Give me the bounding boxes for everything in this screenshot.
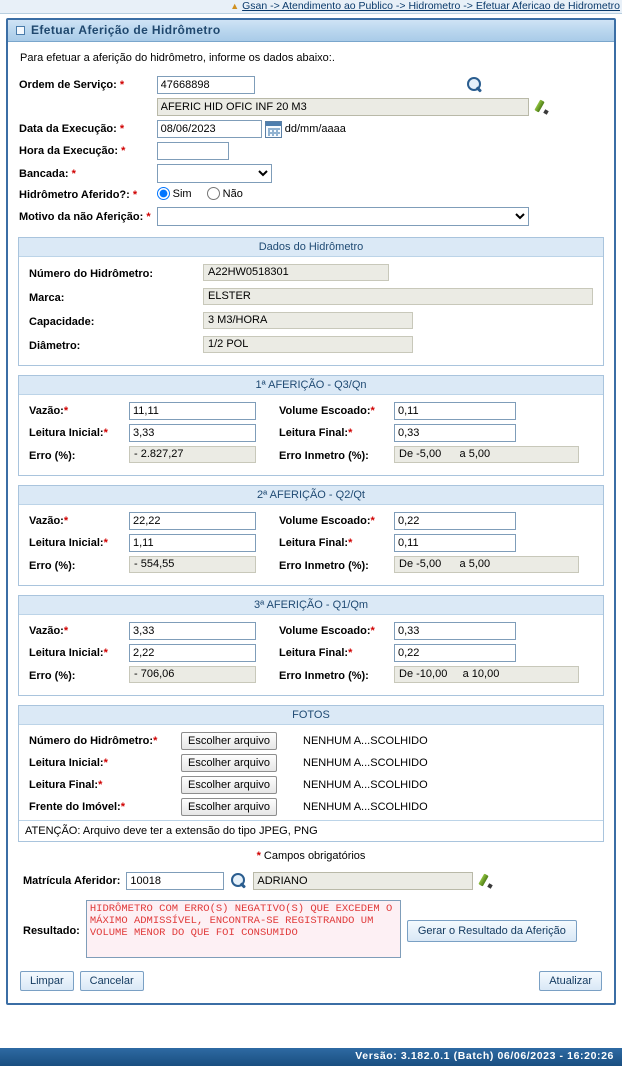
row-resultado xyxy=(20,898,580,963)
leitura-final-label-cell xyxy=(277,532,392,554)
motivo-select-cell xyxy=(154,205,554,228)
required-marker: * xyxy=(103,427,108,439)
volume-label: Volume Escoado: xyxy=(279,405,371,417)
dados-value-cell xyxy=(201,262,595,286)
window-box-icon xyxy=(16,26,25,35)
dados-label: Diâmetro: xyxy=(29,340,81,352)
footer-left-buttons xyxy=(20,971,144,991)
vazao-label: Vazão: xyxy=(29,625,64,637)
aferidor-name-field xyxy=(253,872,473,890)
dados-table xyxy=(27,262,595,358)
erro-label: Erro (%): xyxy=(29,560,76,572)
leitura-inicial-input-cell xyxy=(127,422,277,444)
row-data-execucao xyxy=(16,118,554,140)
required-marker: * xyxy=(153,735,158,747)
matricula-aferidor-input[interactable] xyxy=(126,872,224,890)
section-body-afericao-1 xyxy=(19,395,603,475)
vazao-label: Vazão: xyxy=(29,515,64,527)
empty-cell xyxy=(16,96,154,118)
leitura-final-label: Leitura Final: xyxy=(279,537,349,549)
motivo-select[interactable] xyxy=(157,207,529,226)
required-marker: * xyxy=(120,801,125,813)
bancada-select[interactable] xyxy=(157,164,272,183)
volume-label-cell xyxy=(277,620,392,642)
volume-label: Volume Escoado: xyxy=(279,515,371,527)
section-body-afericao-3 xyxy=(19,615,603,695)
radio-nao-wrap[interactable] xyxy=(207,187,243,200)
erro-value: - 2.827,27 xyxy=(129,446,256,463)
dados-label: Capacidade: xyxy=(29,316,95,328)
table-row xyxy=(27,620,595,642)
dados-value-cell xyxy=(201,286,595,310)
table-row xyxy=(27,752,595,774)
leitura-inicial-label: Leitura Inicial: xyxy=(29,537,104,549)
volume-label-cell xyxy=(277,510,392,532)
table-row xyxy=(27,422,595,444)
erro-a-value: 5,00 xyxy=(468,448,491,460)
fotos-table xyxy=(27,730,595,818)
footer-buttons xyxy=(16,963,606,999)
erro-a-prefix: a xyxy=(462,668,469,680)
ordem-servico-desc-cell xyxy=(154,96,532,118)
row-hidrometro-aferido xyxy=(16,185,554,205)
section-dados-hidrometro xyxy=(18,237,604,366)
required-marker: * xyxy=(121,145,126,157)
aferidor-name-cell xyxy=(250,870,476,892)
section-afericao-1 xyxy=(18,375,604,476)
foto-label: Frente do Imóvel: xyxy=(29,801,121,813)
required-marker: * xyxy=(256,850,261,862)
data-execucao-label: Data da Execução: xyxy=(19,123,117,135)
main-panel xyxy=(6,18,616,1005)
section-afericao-2 xyxy=(18,485,604,586)
volume-input-cell xyxy=(392,400,595,422)
leitura-final-input-cell xyxy=(392,642,595,664)
volume-input[interactable] xyxy=(394,622,516,640)
table-row xyxy=(27,796,595,818)
volume-label: Volume Escoado: xyxy=(279,625,371,637)
table-row xyxy=(27,262,595,286)
erro-value: - 706,06 xyxy=(129,666,256,683)
panel-body xyxy=(8,42,614,1003)
section-fotos xyxy=(18,705,604,842)
erro-a-prefix: a xyxy=(459,448,466,460)
required-marker: * xyxy=(370,515,375,527)
gerar-resultado-cell xyxy=(404,898,580,963)
leitura-final-label: Leitura Final: xyxy=(279,427,349,439)
limpar-button[interactable]: Limpar xyxy=(20,971,74,991)
erro-value-cell xyxy=(127,664,277,688)
empty-cell xyxy=(532,118,554,140)
escolher-arquivo-button-leitura-inicial[interactable]: Escolher arquivo xyxy=(181,754,277,772)
radio-sim-wrap[interactable] xyxy=(157,187,192,200)
erro-de-value: -5,00 xyxy=(416,558,442,570)
dados-value: 3 M3/HORA xyxy=(203,312,413,329)
foto-label-cell xyxy=(27,774,179,796)
leitura-inicial-label: Leitura Inicial: xyxy=(29,427,104,439)
section-title-fotos: FOTOS xyxy=(19,706,603,725)
dados-value-cell xyxy=(201,310,595,334)
table-row xyxy=(27,664,595,688)
required-marker: * xyxy=(348,427,353,439)
escolher-arquivo-button-numero-hidrometro[interactable]: Escolher arquivo xyxy=(181,732,277,750)
erro-inmetro-cell xyxy=(392,554,595,578)
home-icon: ▲ xyxy=(230,1,240,11)
spacer-cell xyxy=(532,74,554,96)
bancada-label: Bancada: xyxy=(19,167,69,180)
radio-nao-label: Não xyxy=(222,187,243,200)
bancada-select-cell xyxy=(154,162,532,185)
aferidor-input-cell xyxy=(123,870,227,892)
foto-filename: NENHUM A...SCOLHIDO xyxy=(303,779,428,791)
vazao-input-cell xyxy=(127,400,277,422)
hidrometro-aferido-radios xyxy=(154,185,554,205)
foto-label: Leitura Final: xyxy=(29,779,99,791)
radio-sim[interactable] xyxy=(157,187,170,200)
hora-execucao-label-cell xyxy=(16,140,154,162)
intro-text: Para efetuar a aferição do hidrômetro, informe os dados abaixo:. xyxy=(20,52,335,64)
foto-filename: NENHUM A...SCOLHIDO xyxy=(303,757,428,769)
pencil-icon[interactable] xyxy=(535,99,551,115)
bancada-label-cell xyxy=(16,162,154,185)
foto-label-cell xyxy=(27,796,179,818)
volume-input[interactable] xyxy=(394,512,516,530)
erro-inmetro-label: Erro Inmetro (%): xyxy=(279,670,369,682)
radio-sim-label: Sim xyxy=(172,187,192,200)
leitura-final-label-cell xyxy=(277,422,392,444)
data-execucao-hint: dd/mm/aaaa xyxy=(284,123,346,135)
leitura-inicial-label: Leitura Inicial: xyxy=(29,647,104,659)
foto-button-cell xyxy=(179,752,301,774)
hora-execucao-input[interactable] xyxy=(157,142,229,160)
leitura-inicial-input[interactable] xyxy=(129,424,256,442)
leitura-final-label-cell xyxy=(277,642,392,664)
ordem-servico-input[interactable] xyxy=(157,76,255,94)
required-marker: * xyxy=(63,625,69,637)
section-body-fotos xyxy=(19,725,603,820)
hora-execucao-label: Hora da Execução: xyxy=(19,145,119,157)
leitura-final-input-cell xyxy=(392,422,595,444)
motivo-label: Motivo da não Aferição: xyxy=(19,210,144,223)
ordem-servico-input-cell xyxy=(154,74,464,96)
campos-obrigatorios-note xyxy=(16,850,606,862)
hidrometro-aferido-label: Hidrômetro Aferido?: xyxy=(19,189,130,201)
leitura-final-input[interactable] xyxy=(394,644,516,662)
vazao-input[interactable] xyxy=(129,622,256,640)
vazao-label-cell xyxy=(27,510,127,532)
section-body-dados xyxy=(19,257,603,365)
row-hora-execucao xyxy=(16,140,554,162)
resultado-form xyxy=(20,898,580,963)
vazao-input[interactable] xyxy=(129,512,256,530)
page-container xyxy=(0,14,622,1005)
calendar-icon[interactable] xyxy=(265,121,282,138)
volume-label-cell xyxy=(277,400,392,422)
leitura-final-label: Leitura Final: xyxy=(279,647,349,659)
section-body-afericao-2 xyxy=(19,505,603,585)
data-execucao-input-cell xyxy=(154,118,532,140)
table-row xyxy=(27,334,595,358)
table-row xyxy=(27,400,595,422)
required-marker: * xyxy=(63,405,69,417)
dados-value: A22HW0518301 xyxy=(203,264,389,281)
afericao-2-table xyxy=(27,510,595,578)
data-execucao-label-cell xyxy=(16,118,154,140)
ordem-servico-label-cell xyxy=(16,74,154,96)
aferidor-form xyxy=(20,870,498,892)
erro-value-cell xyxy=(127,444,277,468)
foto-button-cell xyxy=(179,796,301,818)
leitura-inicial-input[interactable] xyxy=(129,644,256,662)
table-row xyxy=(27,310,595,334)
breadcrumb-link[interactable]: Gsan -> Atendimento ao Publico -> Hidrometro -> Efetuar Afericao de Hidrometro xyxy=(242,0,620,12)
atualizar-button[interactable]: Atualizar xyxy=(539,971,602,991)
leitura-inicial-input-cell xyxy=(127,642,277,664)
data-execucao-input[interactable] xyxy=(157,120,262,138)
foto-label-cell xyxy=(27,752,179,774)
table-row xyxy=(27,554,595,578)
breadcrumb xyxy=(0,0,622,14)
radio-nao[interactable] xyxy=(207,187,220,200)
vazao-input-cell xyxy=(127,510,277,532)
vazao-input-cell xyxy=(127,620,277,642)
resultado-textarea[interactable] xyxy=(86,900,401,958)
leitura-inicial-label-cell xyxy=(27,532,127,554)
row-bancada xyxy=(16,162,554,185)
table-row xyxy=(27,642,595,664)
required-marker: * xyxy=(119,79,125,91)
foto-label: Número do Hidrômetro: xyxy=(29,735,154,747)
erro-a-prefix: a xyxy=(459,558,466,570)
leitura-inicial-input[interactable] xyxy=(129,534,256,552)
table-row xyxy=(27,774,595,796)
resultado-label: Resultado: xyxy=(23,924,80,937)
foto-filename: NENHUM A...SCOLHIDO xyxy=(303,735,428,747)
empty-cell xyxy=(532,162,554,185)
empty-cell xyxy=(532,140,554,162)
erro-inmetro-cell xyxy=(392,664,595,688)
aferidor-label: Matrícula Aferidor: xyxy=(23,875,121,887)
panel-title-bar xyxy=(8,20,614,42)
row-ordem-servico-desc xyxy=(16,96,554,118)
ordem-servico-label: Ordem de Serviço: xyxy=(19,79,117,91)
erro-a-value: 10,00 xyxy=(471,668,500,680)
erro-de-prefix: De xyxy=(399,448,414,460)
table-row xyxy=(27,444,595,468)
foto-button-cell xyxy=(179,774,301,796)
search-icon[interactable] xyxy=(466,77,483,94)
erro-inmetro-label: Erro Inmetro (%): xyxy=(279,560,369,572)
required-marker: * xyxy=(132,189,138,201)
required-marker: * xyxy=(103,647,108,659)
escolher-arquivo-button-frente-imovel[interactable]: Escolher arquivo xyxy=(181,798,277,816)
required-marker: * xyxy=(103,537,108,549)
escolher-arquivo-button-leitura-final[interactable]: Escolher arquivo xyxy=(181,776,277,794)
fotos-warning: ATENÇÃO: Arquivo deve ter a extensão do tipo JPEG, PNG xyxy=(19,820,603,841)
afericao-3-table xyxy=(27,620,595,688)
required-marker: * xyxy=(103,757,108,769)
dados-value: ELSTER xyxy=(203,288,593,305)
cancelar-button[interactable]: Cancelar xyxy=(80,971,144,991)
ordem-servico-pencil-cell xyxy=(532,96,554,118)
section-title-dados: Dados do Hidrômetro xyxy=(19,238,603,257)
foto-label-cell xyxy=(27,730,179,752)
dados-value-cell xyxy=(201,334,595,358)
version-text: Versão: 3.182.0.1 (Batch) 06/06/2023 - 16:20:26 xyxy=(355,1050,614,1062)
afericao-1-table xyxy=(27,400,595,468)
erro-de-value: -10,00 xyxy=(416,668,448,680)
leitura-inicial-label-cell xyxy=(27,422,127,444)
required-marker: * xyxy=(146,210,151,223)
table-row xyxy=(27,730,595,752)
ordem-servico-search-cell xyxy=(463,74,531,96)
dados-value: 1/2 POL xyxy=(203,336,413,353)
erro-value-cell xyxy=(127,554,277,578)
erro-de-value: -5,00 xyxy=(416,448,442,460)
section-title-afericao-2: 2ª AFERIÇÃO - Q2/Qt xyxy=(19,486,603,505)
table-row xyxy=(27,286,595,310)
page-title: Efetuar Aferição de Hidrômetro xyxy=(31,23,221,37)
section-title-afericao-3: 3ª AFERIÇÃO - Q1/Qm xyxy=(19,596,603,615)
leitura-inicial-input-cell xyxy=(127,532,277,554)
required-marker: * xyxy=(348,647,353,659)
top-form xyxy=(16,74,554,228)
campos-obrigatorios-text: Campos obrigatórios xyxy=(263,850,366,862)
foto-button-cell xyxy=(179,730,301,752)
row-motivo xyxy=(16,205,554,228)
required-marker: * xyxy=(98,779,103,791)
erro-de-prefix: De xyxy=(399,558,414,570)
vazao-input[interactable] xyxy=(129,402,256,420)
status-bar xyxy=(0,1048,622,1066)
erro-a-value: 5,00 xyxy=(468,558,491,570)
erro-label: Erro (%): xyxy=(29,670,76,682)
vazao-label-cell xyxy=(27,400,127,422)
required-marker: * xyxy=(71,167,76,180)
table-row xyxy=(27,510,595,532)
leitura-final-input-cell xyxy=(392,532,595,554)
erro-de-prefix: De xyxy=(399,668,414,680)
volume-input-cell xyxy=(392,510,595,532)
vazao-label-cell xyxy=(27,620,127,642)
row-matricula-aferidor xyxy=(20,870,498,892)
resultado-textarea-cell xyxy=(83,898,404,963)
aferidor-pencil-cell xyxy=(476,870,498,892)
row-ordem-servico xyxy=(16,74,554,96)
foto-filename: NENHUM A...SCOLHIDO xyxy=(303,801,428,813)
vazao-label: Vazão: xyxy=(29,405,64,417)
section-title-afericao-1: 1ª AFERIÇÃO - Q3/Qn xyxy=(19,376,603,395)
required-marker: * xyxy=(119,123,125,135)
gerar-resultado-button[interactable]: Gerar o Resultado da Aferição xyxy=(407,920,577,942)
motivo-label-cell xyxy=(16,205,154,228)
search-icon[interactable] xyxy=(230,873,247,890)
leitura-final-input[interactable] xyxy=(394,534,516,552)
volume-input-cell xyxy=(392,620,595,642)
ordem-servico-desc-field xyxy=(157,98,529,116)
leitura-inicial-label-cell xyxy=(27,642,127,664)
erro-label: Erro (%): xyxy=(29,450,76,462)
section-afericao-3 xyxy=(18,595,604,696)
erro-inmetro-cell xyxy=(392,444,595,468)
aferidor-search-cell xyxy=(227,870,250,892)
required-marker: * xyxy=(348,537,353,549)
hidrometro-aferido-label-cell xyxy=(16,185,154,205)
pencil-icon[interactable] xyxy=(479,873,495,889)
volume-input[interactable] xyxy=(394,402,516,420)
table-row xyxy=(27,532,595,554)
dados-label: Marca: xyxy=(29,292,65,304)
dados-label: Número do Hidrômetro: xyxy=(29,268,154,280)
erro-value: - 554,55 xyxy=(129,556,256,573)
erro-inmetro-label: Erro Inmetro (%): xyxy=(279,450,369,462)
leitura-final-input[interactable] xyxy=(394,424,516,442)
required-marker: * xyxy=(370,625,375,637)
hora-execucao-input-cell xyxy=(154,140,532,162)
foto-label: Leitura Inicial: xyxy=(29,757,104,769)
required-marker: * xyxy=(63,515,69,527)
required-marker: * xyxy=(370,405,375,417)
